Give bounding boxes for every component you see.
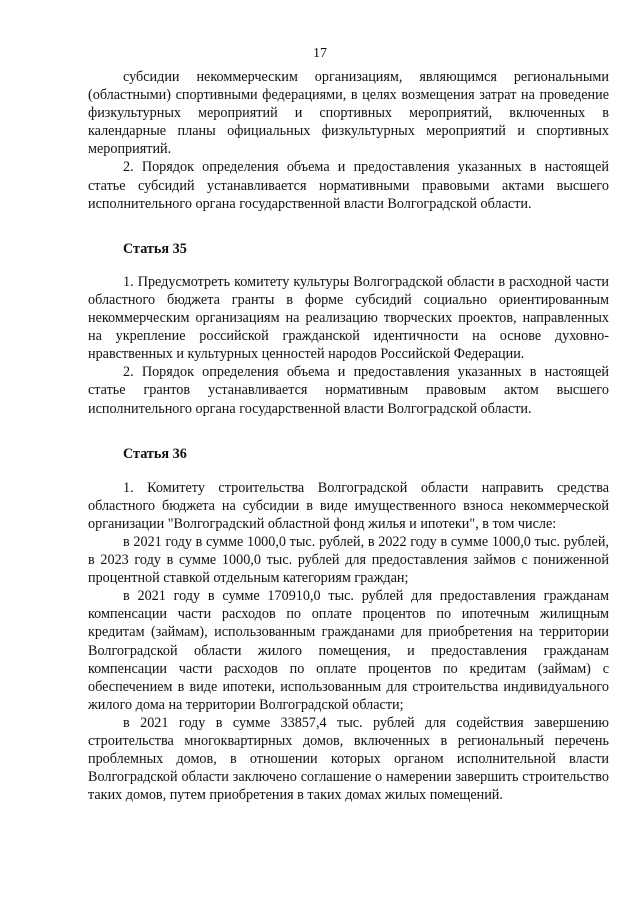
paragraph-article36-construction: в 2021 году в сумме 33857,4 тыс. рублей для содействия завершению строительства многоквартирных домов, включенных в региональный перечень проблемных домов, в отношении которых органом исполнительной власти Волгоградской области заключено соглашение о намерении завершить строительство таких домов, путем приобретения в таких домах жилых помещений.	[88, 714, 609, 804]
paragraph-article35-item2: 2. Порядок определения объема и предоставления указанных в настоящей статье грантов устанавливается нормативным правовым актом высшего исполнительного органа государственной власти Волгоградской области.	[88, 364, 609, 417]
paragraph-continuation: субсидии некоммерческим организациям, являющимся региональными (областными) спортивными федерациями, в целях возмещения затрат на проведение физкультурных мероприятий и спортивных мероприятий, включенных в календарные планы официальных физкультурных мероприятий и спортивных мероприятий.	[88, 69, 609, 158]
paragraph-article35-item1: 1. Предусмотреть комитету культуры Волгоградской области в расходной части областного бюджета гранты в форме субсидий социально ориентированным некоммерческим организациям на реализацию творческих проектов, направленных на укрепление российской гражданской идентичности на основе духовно-нравственных и культурных ценностей народов Российской Федерации.	[88, 273, 609, 363]
paragraph-article36-item1: 1. Комитету строительства Волгоградской области направить средства областного бюджета на субсидии в виде имущественного взноса некоммерческой организации "Волгоградский областной фонд жилья и ипотеки", в том числе:	[88, 479, 609, 532]
article-35-heading: Статья 35	[123, 240, 187, 257]
paragraph-article36-loans: в 2021 году в сумме 1000,0 тыс. рублей, в 2022 году в сумме 1000,0 тыс. рублей, в 2023 году в сумме 1000,0 тыс. рублей для предоставления займов с пониженной процентной ставкой отдельным категориям граждан;	[88, 533, 609, 587]
document-body	[88, 68, 609, 804]
paragraph-article34-item2: 2. Порядок определения объема и предоставления указанных в настоящей статье субсидий устанавливается нормативными правовыми актами высшего исполнительного органа государственной власти Волгоградской области.	[88, 159, 609, 212]
article-36-heading: Статья 36	[123, 445, 187, 462]
page-number: 17	[313, 46, 327, 61]
paragraph-article36-compensation: в 2021 году в сумме 170910,0 тыс. рублей для предоставления гражданам компенсации части расходов по оплате процентов по ипотечным жилищным кредитам (займам), использованным гражданами для приобретения на территории Волгоградской области жилого помещения, и предоставления гражданам компенсации части расходов по оплате процентов по кредитам (займам) с обеспечением в виде ипотеки, использованным для строительства индивидуального жилого дома на территории Волгоградской области;	[88, 588, 609, 713]
